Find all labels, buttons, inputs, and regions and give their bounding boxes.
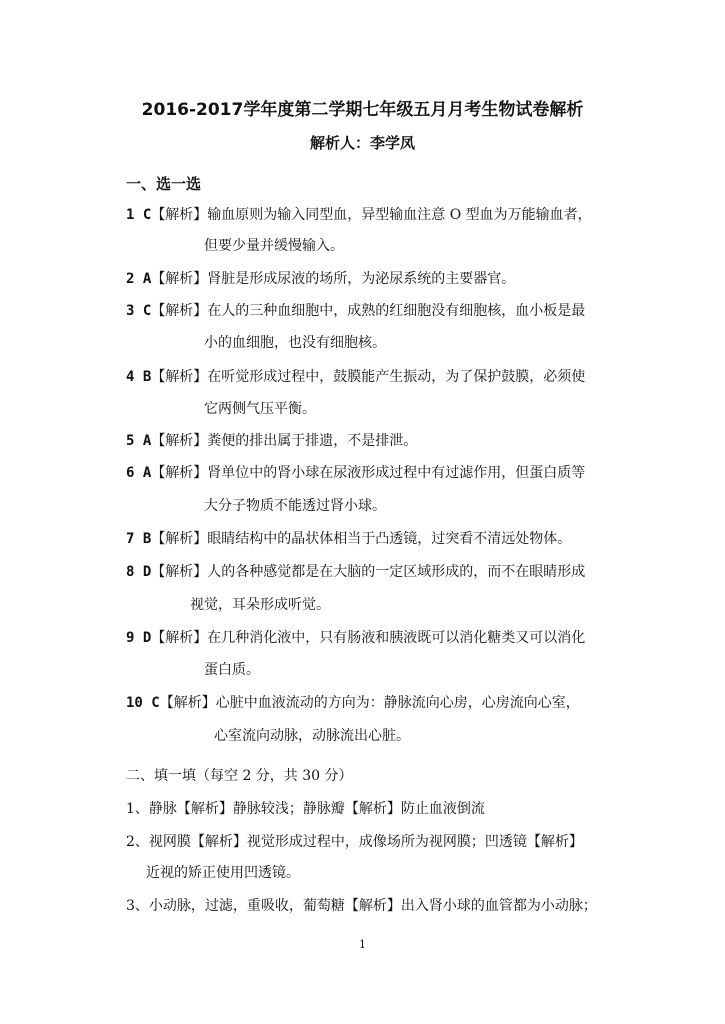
answer-number: 4 B bbox=[126, 369, 152, 385]
fill-answer-2-continued: 近视的矫正使用凹透镜。 bbox=[146, 865, 300, 881]
answer-item-1 bbox=[126, 204, 606, 254]
analysis-text: 输血原则为输入同型血，异型输血注意 O 型血为万能输血者， bbox=[207, 207, 592, 223]
fill-answer-2: 2、视网膜【解析】视觉形成过程中，成像场所为视网膜；凹透镜【解析】 bbox=[126, 834, 583, 850]
answer-number: 10 C bbox=[126, 695, 160, 711]
analysis-text-continued: 大分子物质不能透过肾小球。 bbox=[204, 498, 386, 514]
answer-item-2 bbox=[126, 268, 606, 290]
author-line: 解析人：李学凤 bbox=[309, 134, 415, 152]
analysis-tag: 【解析】 bbox=[151, 303, 208, 319]
answer-item-7 bbox=[126, 528, 606, 550]
analysis-text-continued: 小的血细胞，也没有细胞核。 bbox=[204, 335, 386, 351]
analysis-tag: 【解析】 bbox=[151, 564, 208, 580]
answer-item-8 bbox=[126, 561, 606, 613]
analysis-text: 在人的三种血细胞中，成熟的红细胞没有细胞核，血小板是最 bbox=[207, 303, 586, 319]
answer-item-5 bbox=[126, 430, 606, 452]
fill-answer-3: 3、小动脉，过滤，重吸收，葡萄糖【解析】出入肾小球的血管都为小动脉； bbox=[126, 898, 597, 914]
analysis-tag: 【解析】 bbox=[151, 630, 208, 646]
answer-number: 5 A bbox=[126, 433, 152, 449]
section2-heading: 二、填一填（每空 2 分，共 30 分） bbox=[126, 768, 353, 784]
fill-answer-1: 1、静脉【解析】静脉较浅；静脉瓣【解析】防止血液倒流 bbox=[126, 801, 485, 817]
answer-number: 7 B bbox=[126, 531, 152, 547]
analysis-text: 肾单位中的肾小球在尿液形成过程中有过滤作用，但蛋白质等 bbox=[207, 465, 586, 481]
answer-item-10 bbox=[126, 692, 606, 744]
analysis-tag: 【解析】 bbox=[151, 207, 208, 223]
analysis-text-continued: 蛋白质。 bbox=[204, 662, 260, 678]
analysis-text: 眼睛结构中的晶状体相当于凸透镜，过突看不清远处物体。 bbox=[207, 531, 572, 547]
analysis-text-continued: 它两侧气压平衡。 bbox=[204, 401, 316, 417]
analysis-tag: 【解析】 bbox=[151, 271, 208, 287]
answer-item-4 bbox=[126, 366, 606, 417]
answer-item-6 bbox=[126, 462, 606, 514]
analysis-tag: 【解析】 bbox=[151, 369, 208, 385]
analysis-text: 粪便的排出属于排遗，不是排泄。 bbox=[207, 433, 418, 449]
answer-number: 8 D bbox=[126, 564, 152, 580]
analysis-text: 人的各种感觉都是在大脑的一定区域形成的，而不在眼睛形成 bbox=[207, 564, 586, 580]
analysis-tag: 【解析】 bbox=[151, 531, 208, 547]
analysis-text: 在几种消化液中，只有肠液和胰液既可以消化糖类又可以消化 bbox=[207, 630, 586, 646]
analysis-text: 肾脏是形成尿液的场所，为泌尿系统的主要器官。 bbox=[207, 271, 516, 287]
document-title: 2016-2017学年度第二学期七年级五月月考生物试卷解析 bbox=[141, 100, 584, 120]
answer-number: 6 A bbox=[126, 465, 152, 481]
answer-number: 1 C bbox=[126, 207, 152, 223]
answer-item-9 bbox=[126, 627, 606, 678]
answer-number: 3 C bbox=[126, 303, 152, 319]
answer-number: 9 D bbox=[126, 630, 152, 646]
answer-number: 2 A bbox=[126, 271, 152, 287]
section1-heading: 一、选一选 bbox=[126, 175, 202, 193]
page-number: 1 bbox=[359, 938, 366, 951]
analysis-text-continued: 心室流向动脉，动脉流出心脏。 bbox=[214, 728, 410, 744]
analysis-text-continued: 但要少量并缓慢输入。 bbox=[204, 238, 344, 254]
answer-item-3 bbox=[126, 300, 606, 351]
analysis-tag: 【解析】 bbox=[159, 695, 216, 711]
analysis-text: 在听觉形成过程中，鼓膜能产生振动，为了保护鼓膜，必须使 bbox=[207, 369, 586, 385]
analysis-tag: 【解析】 bbox=[151, 465, 208, 481]
analysis-tag: 【解析】 bbox=[151, 433, 208, 449]
analysis-text-continued: 视觉，耳朵形成听觉。 bbox=[190, 597, 330, 613]
analysis-text: 心脏中血液流动的方向为：静脉流向心房，心房流向心室， bbox=[215, 695, 580, 711]
